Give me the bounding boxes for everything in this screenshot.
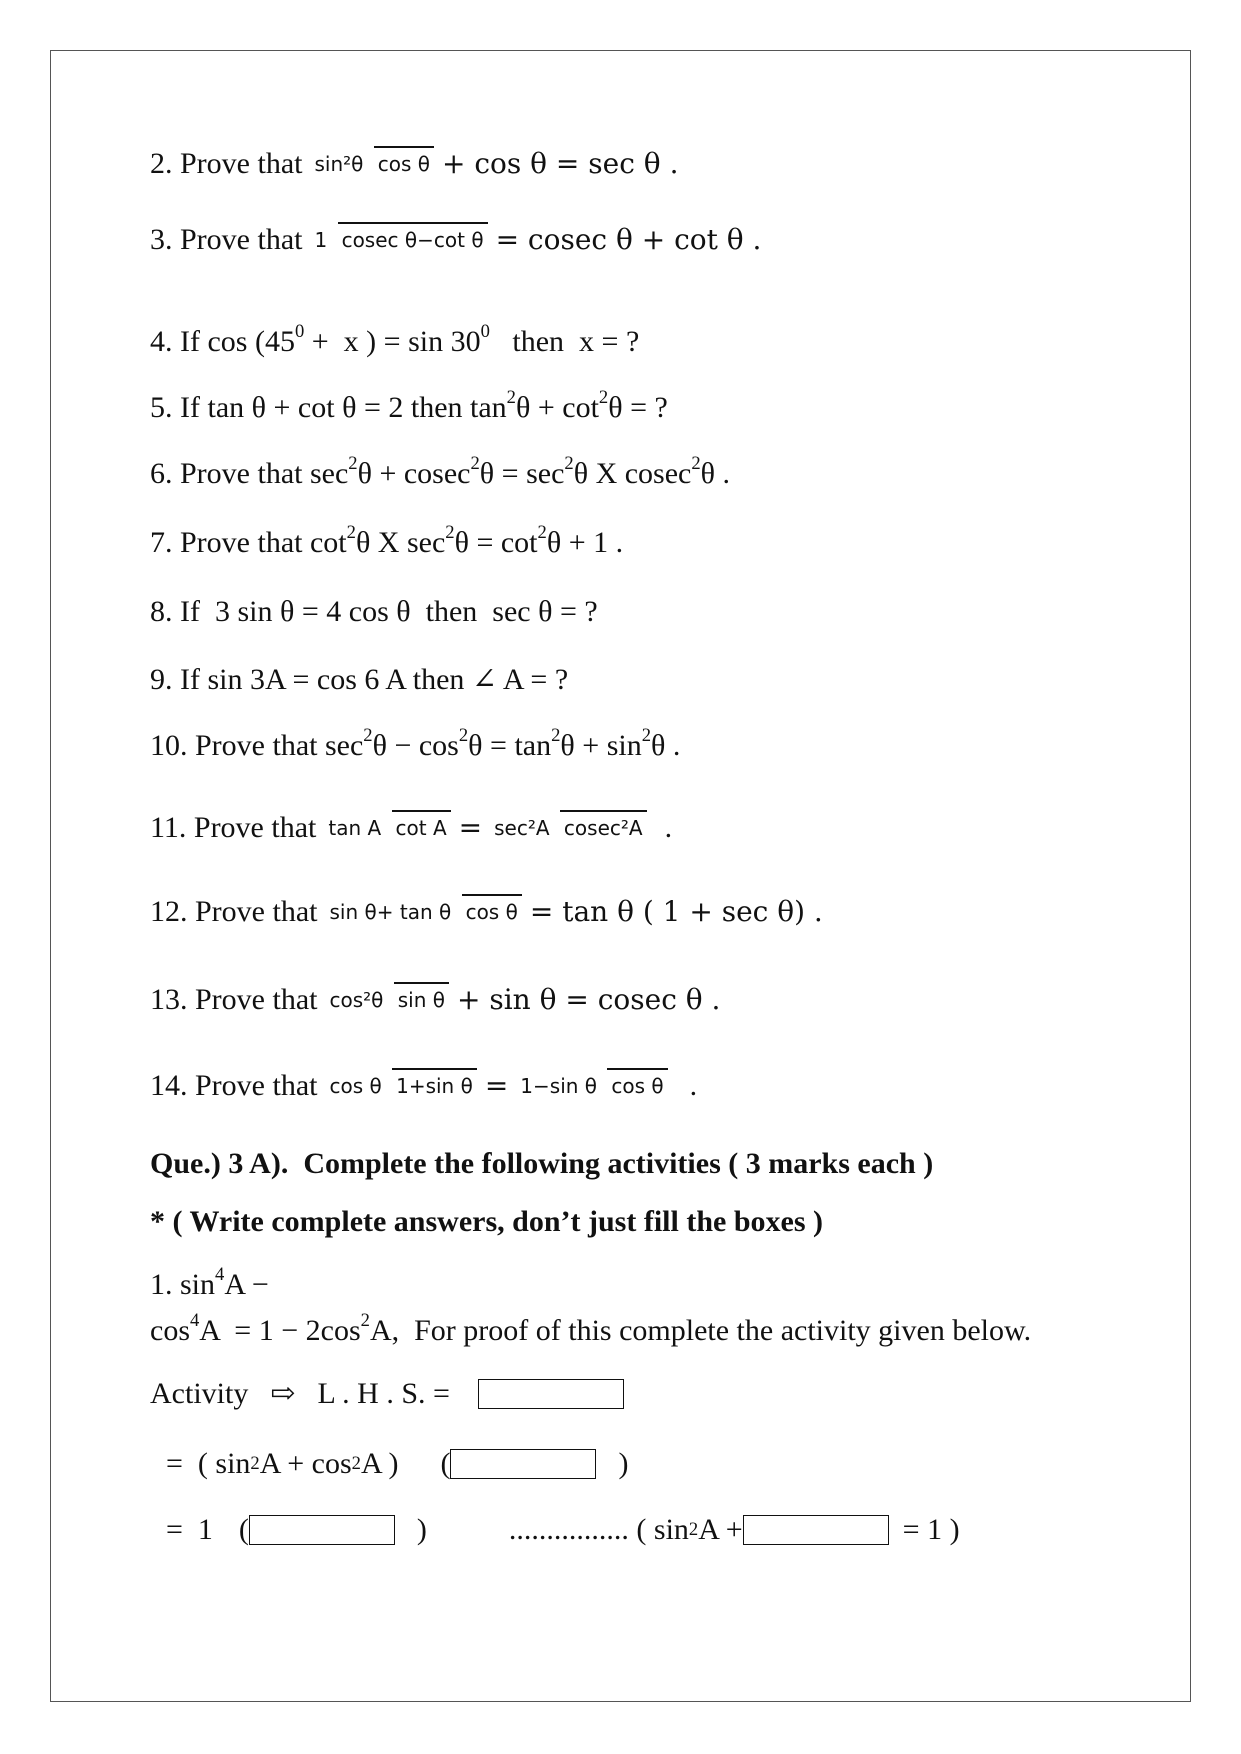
question-prefix: 2. Prove that bbox=[150, 147, 303, 180]
question-10 bbox=[150, 725, 681, 764]
question-3 bbox=[150, 222, 761, 258]
lhs-label: L . H . S. = bbox=[317, 1377, 450, 1410]
paren-close: ) bbox=[618, 1447, 629, 1480]
question-prefix: 12. Prove that bbox=[150, 895, 318, 928]
numerator: 1−sin θ bbox=[520, 1074, 598, 1098]
paren-open: ( bbox=[440, 1447, 451, 1480]
question-6 bbox=[150, 453, 731, 492]
denominator: 1+sin θ bbox=[392, 1068, 477, 1098]
fraction-left bbox=[325, 1074, 476, 1098]
question-text: 9. If sin 3A = cos 6 A then ∠ A = ? bbox=[150, 663, 569, 696]
question-13 bbox=[150, 982, 720, 1018]
denominator: cos θ bbox=[462, 894, 522, 924]
answer-box-1[interactable] bbox=[478, 1379, 624, 1409]
question-prefix: 11. Prove that bbox=[150, 811, 317, 844]
question-rest: = tan θ ( 1 + sec θ) . bbox=[529, 895, 823, 928]
fraction bbox=[310, 152, 434, 176]
denominator: cot A bbox=[392, 810, 451, 840]
fraction bbox=[310, 228, 487, 252]
question-11 bbox=[150, 810, 672, 846]
fraction bbox=[325, 988, 449, 1012]
question-text: 5. If tan θ + cot θ = 2 then $\tan^2\theta + \cot^2\theta$ = ? bbox=[150, 387, 668, 424]
denominator: cosec θ−cot θ bbox=[338, 222, 488, 252]
question-text: 7. Prove that $\cot^2\theta$ X $\sec^2\theta = \cot^2\theta + 1$ . bbox=[150, 522, 624, 559]
question-text: 6. Prove that $\sec^2\theta + cosec^2\theta = \sec^2\theta$ X cosec$^2$θ . bbox=[150, 453, 731, 490]
question-prefix: 3. Prove that bbox=[150, 223, 303, 256]
numerator: tan A bbox=[328, 816, 382, 840]
activity-label: Activity bbox=[150, 1377, 249, 1410]
fraction-right bbox=[490, 816, 646, 840]
paren-close: ) bbox=[416, 1513, 427, 1546]
numerator: sin²θ bbox=[314, 152, 364, 176]
paren-open: ( bbox=[238, 1513, 249, 1546]
question-5 bbox=[150, 387, 668, 426]
question-2 bbox=[150, 146, 678, 182]
question-rest: . bbox=[689, 1069, 698, 1102]
activity-row-1 bbox=[150, 1376, 624, 1412]
answer-box-3[interactable] bbox=[249, 1515, 395, 1545]
answer-box-2[interactable] bbox=[450, 1449, 596, 1479]
question-rest: = cosec θ + cot θ . bbox=[495, 223, 762, 256]
question-12 bbox=[150, 894, 823, 930]
denominator: cosec²A bbox=[560, 810, 647, 840]
question-9 bbox=[150, 662, 568, 698]
equals: = bbox=[484, 1069, 509, 1102]
question-8 bbox=[150, 594, 598, 630]
question-prefix: 14. Prove that bbox=[150, 1069, 318, 1102]
question-text: 4. If $\cos (45^0 + x$ ) = $\sin 30^0$ then x = ? bbox=[150, 321, 640, 358]
question-prefix: 13. Prove that bbox=[150, 983, 318, 1016]
equals: = bbox=[458, 811, 483, 844]
denominator: sin θ bbox=[394, 982, 449, 1012]
denominator: cos θ bbox=[607, 1068, 667, 1098]
activity-row-2: = ( sin 2 A + cos 2 A ) ( ) bbox=[166, 1447, 629, 1480]
numerator: cos θ bbox=[329, 1074, 382, 1098]
question-4 bbox=[150, 321, 640, 360]
activity-row-3: = 1 ( ) ................ ( sin 2 A + = 1 ) bbox=[166, 1513, 960, 1546]
section-heading: Que.) 3 A). Complete the following activities ( 3 marks each ) bbox=[150, 1147, 934, 1180]
numerator: sin θ+ tan θ bbox=[329, 900, 452, 924]
answer-box-4[interactable] bbox=[743, 1515, 889, 1545]
denominator: cos θ bbox=[374, 146, 434, 176]
question-7 bbox=[150, 522, 624, 561]
fraction-right bbox=[516, 1074, 667, 1098]
numerator: 1 bbox=[314, 228, 328, 252]
question-text: 10. Prove that $\sec^2\theta - \cos^2\theta = \tan^2\theta + \sin^2\theta$ . bbox=[150, 725, 681, 762]
fraction-left bbox=[324, 816, 450, 840]
numerator: cos²θ bbox=[329, 988, 384, 1012]
question-rest: + cos θ = sec θ . bbox=[442, 147, 679, 180]
question-14 bbox=[150, 1068, 697, 1104]
numerator: sec²A bbox=[494, 816, 550, 840]
activity-question: 1. $\sin^4A - \cos^4A = 1 - 2\cos^2A$, For proof of this complete the activity given below. bbox=[150, 1264, 1032, 1347]
fraction bbox=[325, 900, 521, 924]
arrow-icon: ⇨ bbox=[270, 1377, 296, 1410]
question-text: 8. If 3 sin θ = 4 cos θ then sec θ = ? bbox=[150, 595, 598, 628]
question-rest: . bbox=[664, 811, 673, 844]
section-note: * ( Write complete answers, don’t just fill the boxes ) bbox=[150, 1205, 823, 1238]
question-rest: + sin θ = cosec θ . bbox=[457, 983, 721, 1016]
